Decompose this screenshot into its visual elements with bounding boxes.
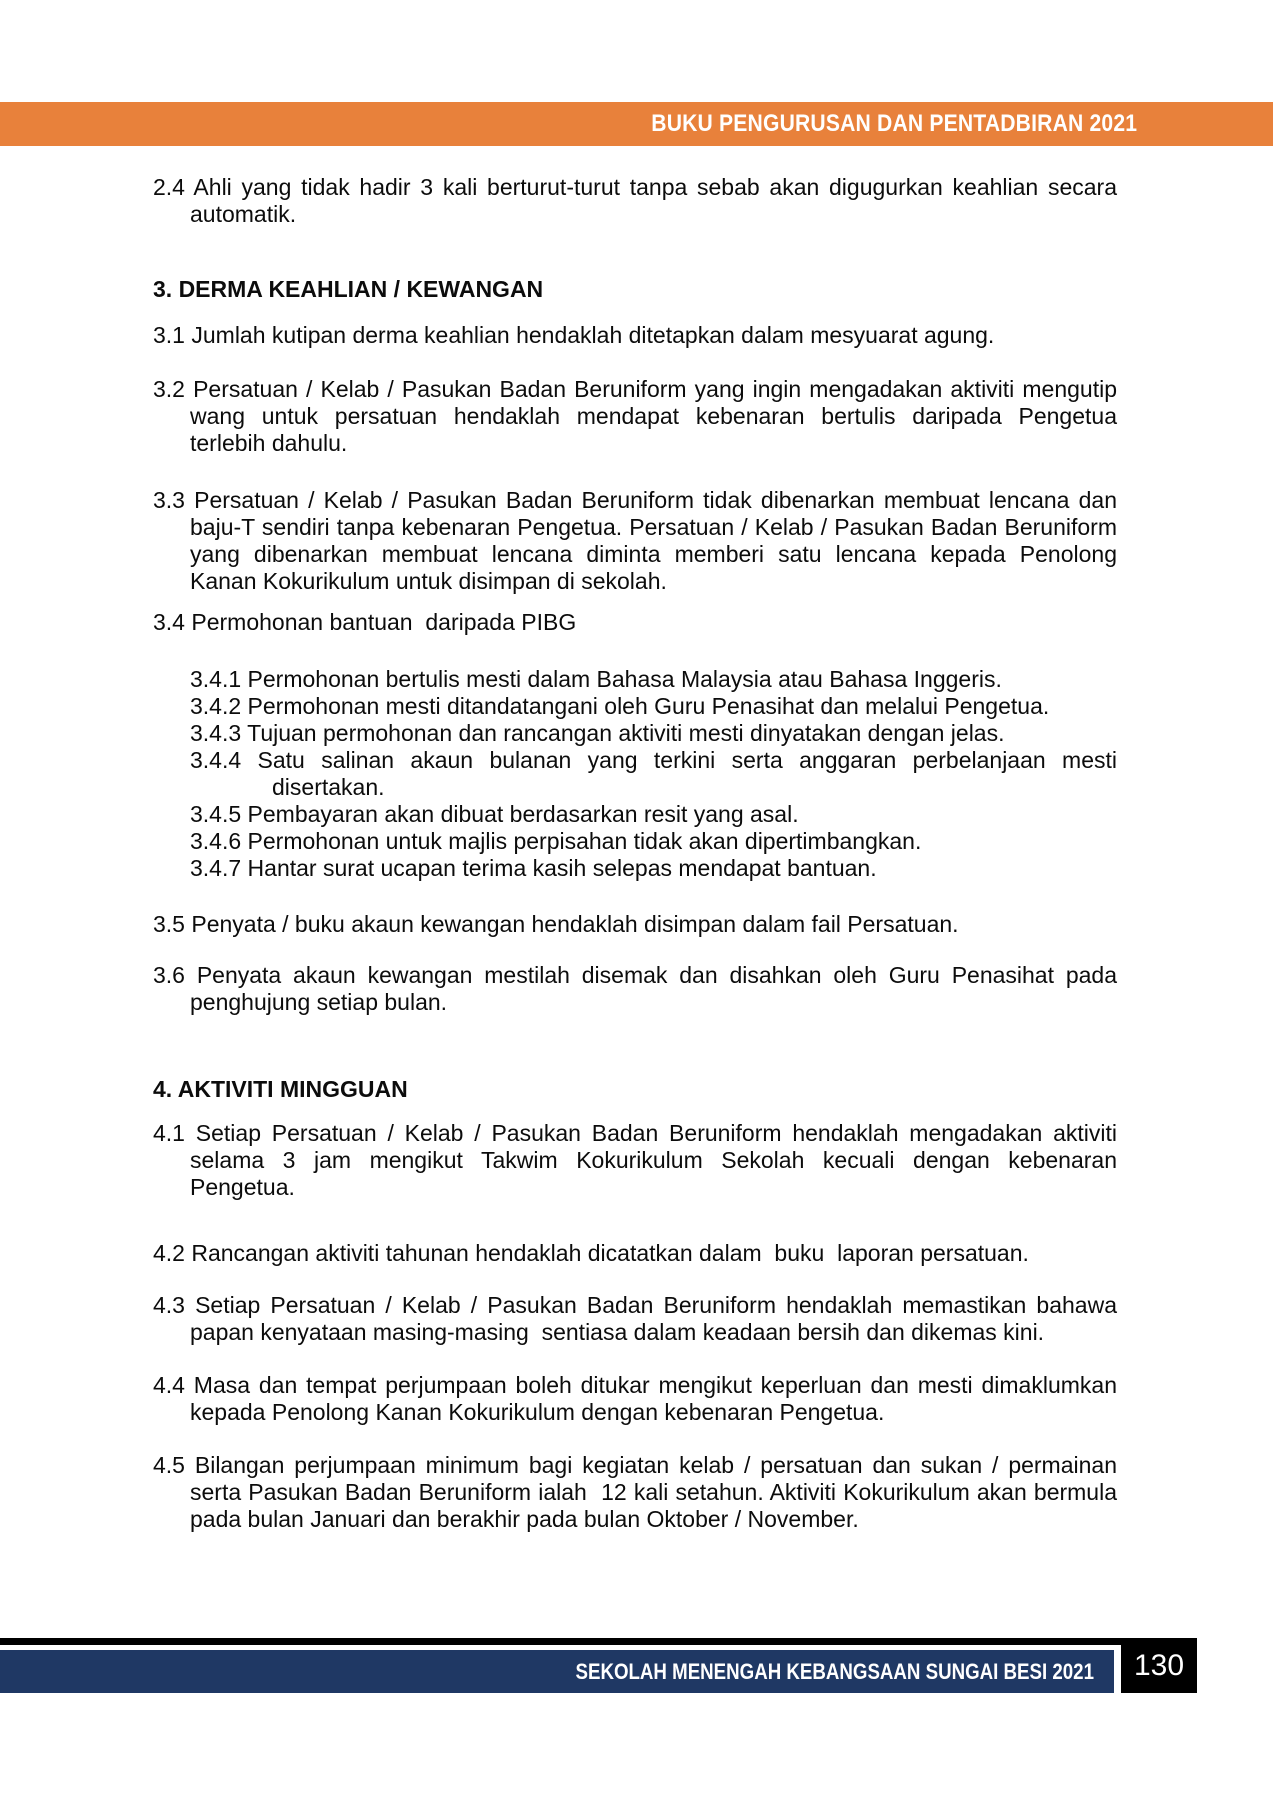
text-line: 3.4.4 Satu salinan akaun bulanan yang terkini serta anggaran perbelanjaan mesti [190,747,1117,773]
paragraph-3-5 [153,911,1117,938]
text-line: penghujung setiap bulan. [190,989,448,1015]
footer-school-name: SEKOLAH MENENGAH KEBANGSAAN SUNGAI BESI 2021 [575,1659,1094,1684]
paragraph-4-5 [153,1452,1117,1533]
paragraph-2-4 [153,174,1117,228]
text-line: 3.2 Persatuan / Kelab / Pasukan Badan Beruniform yang ingin mengadakan aktiviti mengutip [153,376,1117,402]
subitems-3-4 [190,666,1117,882]
text-line: 3.5 Penyata / buku akaun kewangan hendaklah disimpan dalam fail Persatuan. [153,911,959,937]
heading-text: 4. AKTIVITI MINGGUAN [153,1076,408,1102]
text-line: 3.4.7 Hantar surat ucapan terima kasih selepas mendapat bantuan. [190,855,877,881]
paragraph-3-6 [153,962,1117,1016]
text-line: yang dibenarkan membuat lencana diminta memberi satu lencana kepada Penolong [190,541,1117,567]
header-title: BUKU PENGURUSAN DAN PENTADBIRAN 2021 [651,110,1137,137]
text-line: 3.4.3 Tujuan permohonan dan rancangan aktiviti mesti dinyatakan dengan jelas. [190,720,1005,746]
paragraph-4-3 [153,1292,1117,1346]
text-line: wang untuk persatuan hendaklah mendapat kebenaran bertulis daripada Pengetua [190,403,1117,429]
paragraph-3-4 [153,609,1117,636]
paragraph-4-1 [153,1120,1117,1201]
paragraph-4-2 [153,1240,1117,1267]
text-line: 4.5 Bilangan perjumpaan minimum bagi kegiatan kelab / persatuan dan sukan / permainan [153,1452,1117,1478]
text-line: Pengetua. [190,1174,295,1200]
header-bar [0,102,1273,146]
footer-bar [0,1650,1114,1693]
page-number: 130 [1133,1648,1185,1682]
text-line: 2.4 Ahli yang tidak hadir 3 kali berturut-turut tanpa sebab akan digugurkan keahlian secara [153,174,1117,200]
paragraph-3-1 [153,322,1117,349]
text-line: 3.4.6 Permohonan untuk majlis perpisahan tidak akan dipertimbangkan. [190,828,922,854]
heading-text: 3. DERMA KEAHLIAN / KEWANGAN [153,276,544,302]
text-line: 3.4 Permohonan bantuan daripada PIBG [153,609,577,635]
text-line: disertakan. [272,774,385,800]
paragraph-4-4 [153,1372,1117,1426]
text-line: 4.1 Setiap Persatuan / Kelab / Pasukan Badan Beruniform hendaklah mengadakan aktiviti [153,1120,1117,1146]
text-line: selama 3 jam mengikut Takwim Kokurikulum Sekolah kecuali dengan kebenaran [190,1147,1117,1173]
page-number-box [1121,1638,1197,1693]
text-line: 4.2 Rancangan aktiviti tahunan hendaklah dicatatkan dalam buku laporan persatuan. [153,1240,1029,1266]
text-line: Kanan Kokurikulum untuk disimpan di sekolah. [190,568,667,594]
text-line: 3.4.5 Pembayaran akan dibuat berdasarkan resit yang asal. [190,801,799,827]
text-line: 3.4.2 Permohonan mesti ditandatangani oleh Guru Penasihat dan melalui Pengetua. [190,693,1050,719]
text-line: 4.3 Setiap Persatuan / Kelab / Pasukan Badan Beruniform hendaklah memastikan bahawa [153,1292,1117,1318]
text-line: terlebih dahulu. [190,430,348,456]
text-line: baju-T sendiri tanpa kebenaran Pengetua. Persatuan / Kelab / Pasukan Badan Beruniform [190,514,1117,540]
footer-divider [0,1638,1196,1645]
text-line: 3.4.1 Permohonan bertulis mesti dalam Bahasa Malaysia atau Bahasa Inggeris. [190,666,1002,692]
text-line: automatik. [190,201,297,227]
paragraph-3-2 [153,376,1117,457]
text-line: serta Pasukan Badan Beruniform ialah 12 kali setahun. Aktiviti Kokurikulum akan bermula [190,1479,1117,1505]
text-line: papan kenyataan masing-masing sentiasa dalam keadaan bersih dan dikemas kini. [190,1319,1045,1345]
text-line: 3.6 Penyata akaun kewangan mestilah disemak dan disahkan oleh Guru Penasihat pada [153,962,1117,988]
section-heading-3 [153,276,1117,303]
paragraph-3-3 [153,487,1117,595]
text-line: 3.3 Persatuan / Kelab / Pasukan Badan Beruniform tidak dibenarkan membuat lencana dan [153,487,1117,513]
section-heading-4 [153,1076,1117,1103]
text-line: pada bulan Januari dan berakhir pada bulan Oktober / November. [190,1506,859,1532]
text-line: 4.4 Masa dan tempat perjumpaan boleh ditukar mengikut keperluan dan mesti dimaklumkan [153,1372,1117,1398]
text-line: kepada Penolong Kanan Kokurikulum dengan kebenaran Pengetua. [190,1399,885,1425]
text-line: 3.1 Jumlah kutipan derma keahlian hendaklah ditetapkan dalam mesyuarat agung. [153,322,995,348]
